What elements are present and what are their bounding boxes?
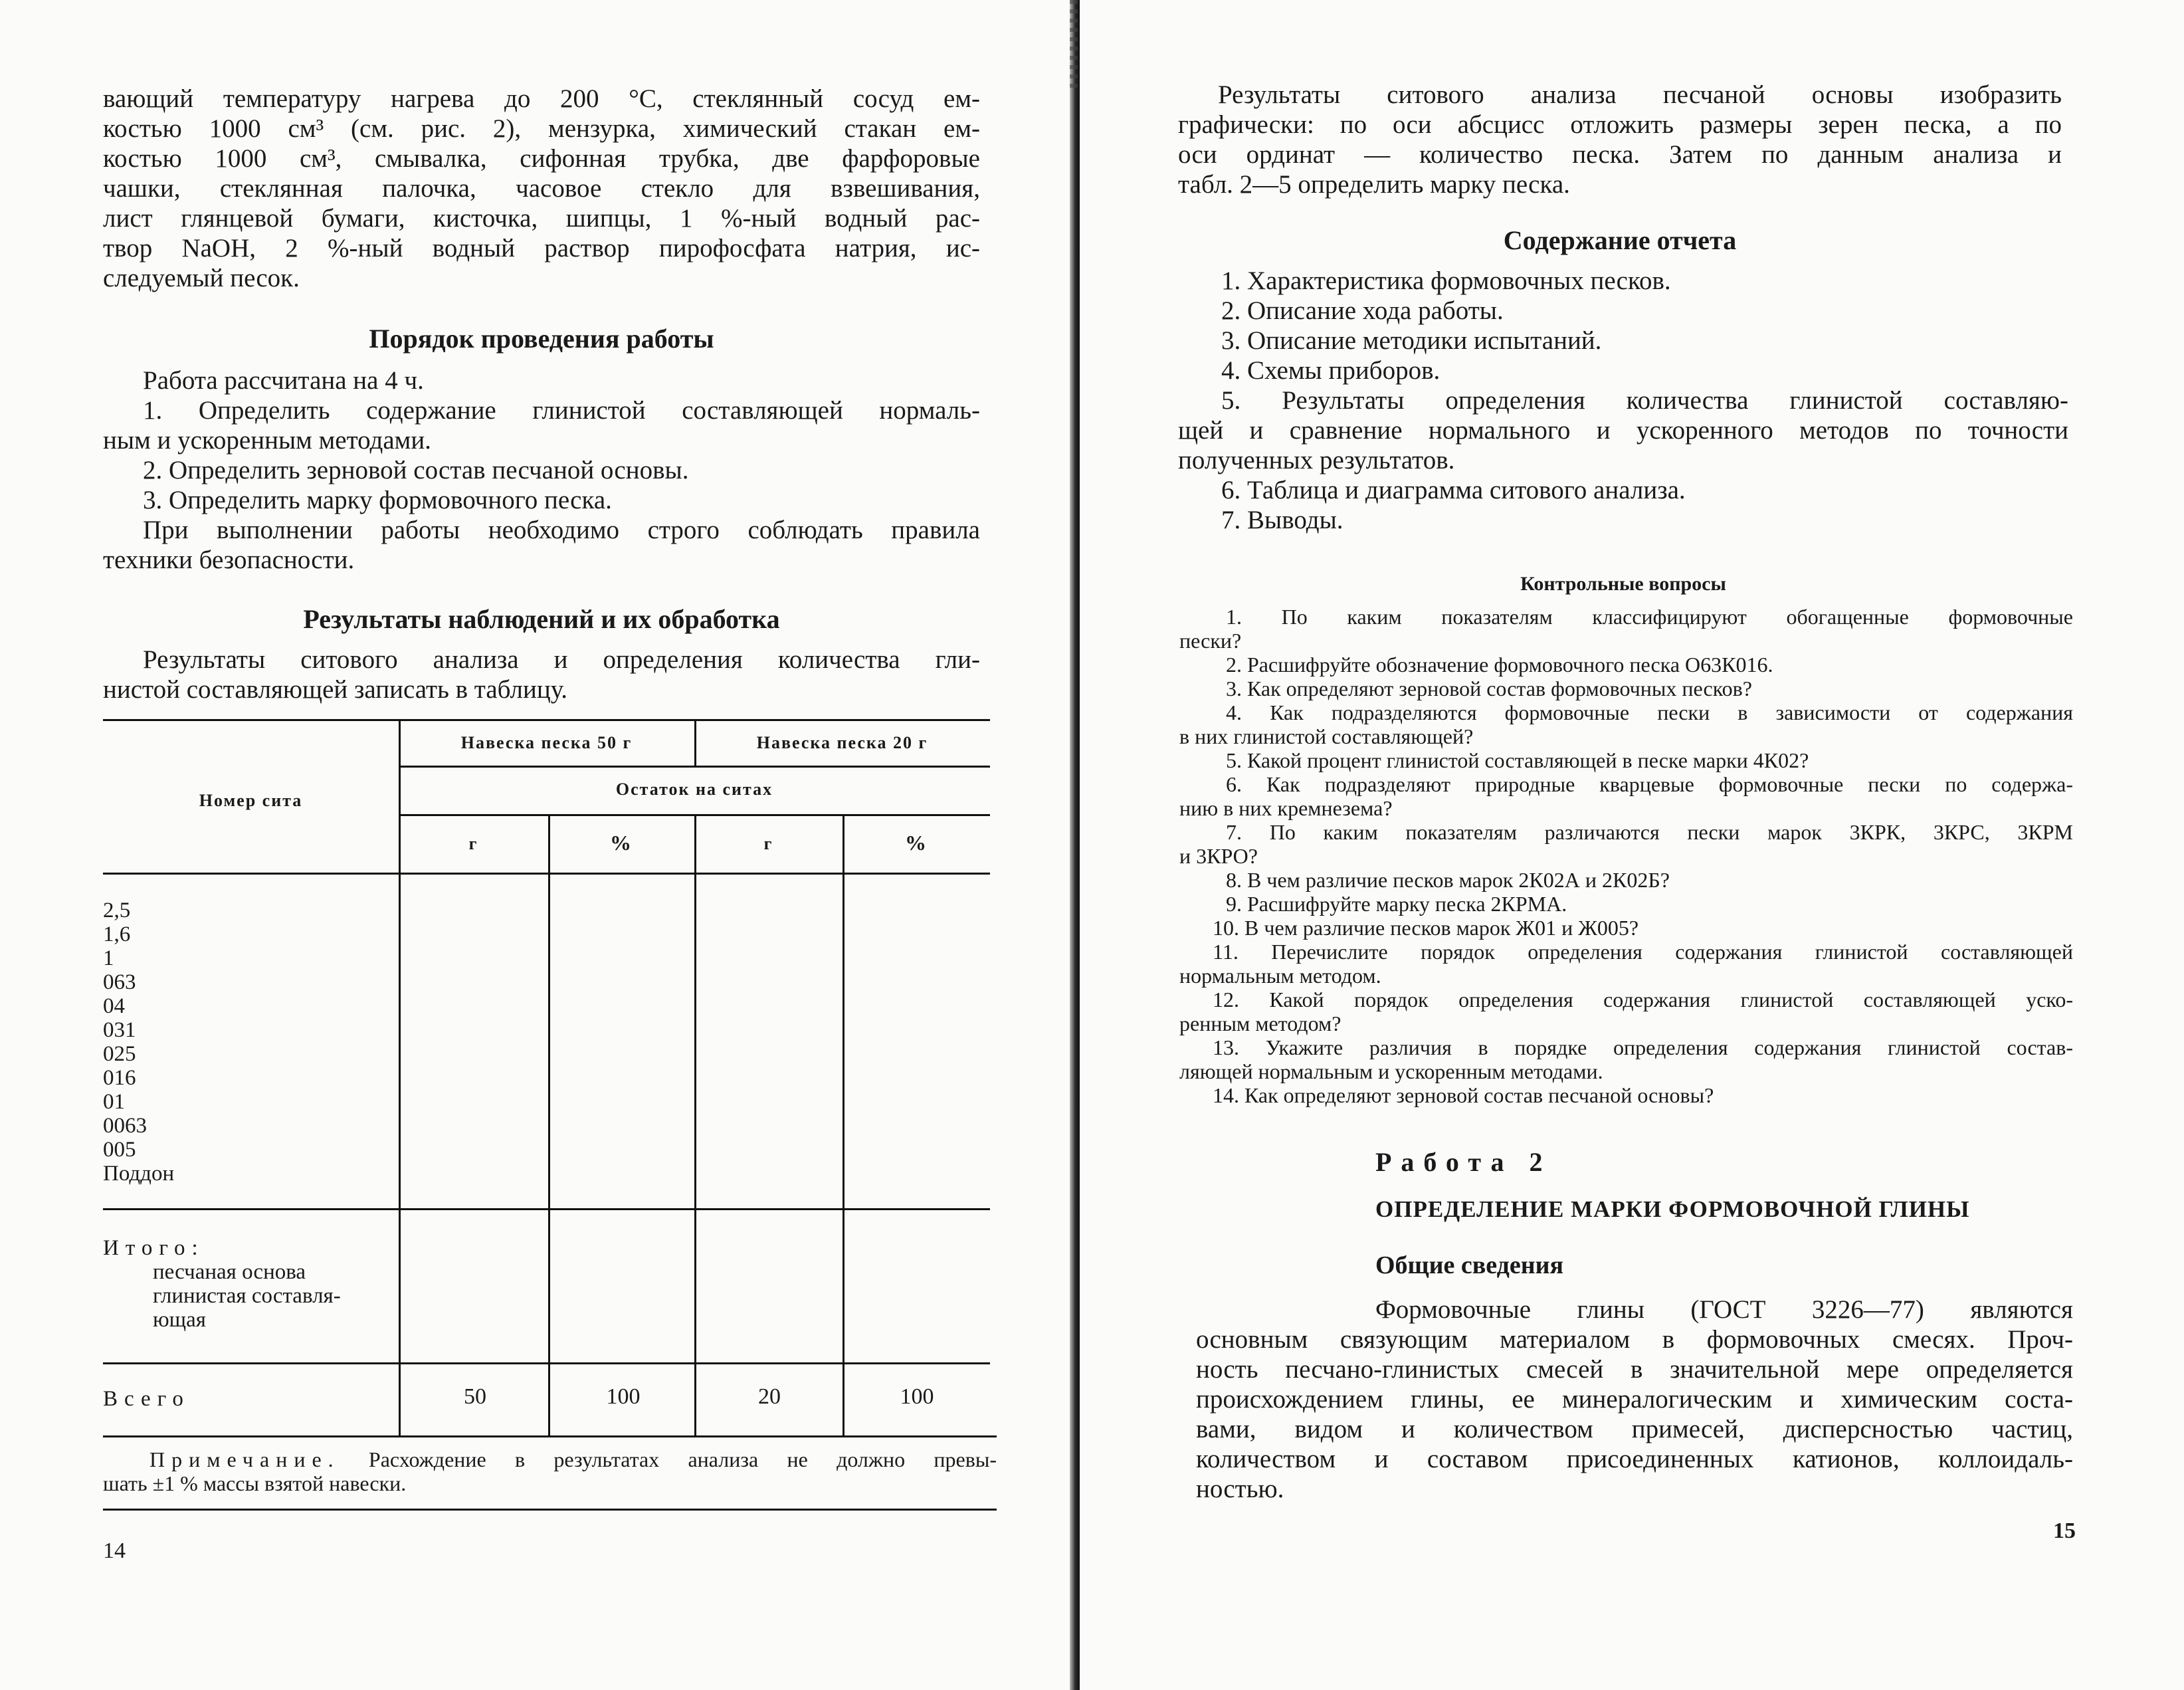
- list-item: 6. Таблица и диаграмма ситового анализа.: [1221, 476, 1686, 504]
- text-line: твор NaOH, 2 %-ный водный раствор пирофосфата натрия, ис-: [103, 234, 980, 263]
- question-line: 9. Расшифруйте марку песка 2КРМА.: [1226, 892, 1567, 916]
- question-line: 8. В чем различие песков марок 2К02А и 2К02Б?: [1226, 868, 1670, 892]
- note-text: Расхождение в результатах анализа не должно превы-: [340, 1447, 997, 1471]
- table-rule: [399, 766, 990, 768]
- page-number: 15: [2053, 1519, 2076, 1543]
- table-rule: [103, 1509, 997, 1511]
- text-line: вами, видом и количеством примесей, дисперсностью частиц,: [1196, 1415, 2073, 1443]
- question-line: 3. Как определяют зерновой состав формовочных песков?: [1226, 677, 1752, 700]
- table-rule: [399, 719, 401, 1435]
- text-line: ным и ускоренным методами.: [103, 426, 431, 455]
- section-heading: Контрольные вопросы: [1520, 573, 1726, 595]
- text-line: основным связующим материалом в формовочных смесях. Проч-: [1196, 1325, 2073, 1354]
- section-heading: Общие сведения: [1375, 1251, 1564, 1279]
- text-line: оси ординат — количество песка. Затем по данным анализа и: [1178, 140, 2062, 169]
- table-rule: [103, 719, 990, 721]
- text-line: костью 1000 см³, смывалка, сифонная трубка, две фарфоровые: [103, 144, 980, 173]
- unit-g: г: [468, 834, 478, 853]
- text-line: Результаты ситового анализа и определения количества гли-: [143, 645, 980, 674]
- table-rule: [103, 1362, 990, 1364]
- total-label: Итого:: [103, 1236, 205, 1260]
- sieve-number: 063: [103, 970, 136, 994]
- col-header-sieve: Номер сита: [199, 791, 303, 810]
- list-item: 7. Выводы.: [1221, 506, 1343, 534]
- question-line: ляющей нормальным и ускоренным методами.: [1179, 1059, 1603, 1083]
- question-line: 6. Как подразделяют природные кварцевые формовочные пески по содержа-: [1226, 772, 2073, 796]
- table-rule: [103, 873, 990, 875]
- sieve-number: 1: [103, 946, 114, 970]
- sieve-number: 01: [103, 1090, 125, 1114]
- sieve-list: [103, 898, 395, 1186]
- book-gutter: [1070, 0, 1080, 1690]
- total-value: 100: [606, 1384, 641, 1409]
- sieve-number: 031: [103, 1018, 136, 1042]
- report-list: [1178, 266, 2068, 535]
- list-item: 2. Описание хода работы.: [1221, 296, 1504, 325]
- general-paragraph: [1196, 1295, 2073, 1504]
- text-line: При выполнении работы необходимо строго соблюдать правила: [143, 516, 980, 544]
- page-number: 14: [103, 1538, 126, 1563]
- total-item: ющая: [153, 1308, 206, 1332]
- text-line: графически: по оси абсцисс отложить размеры зерен песка, а по: [1178, 110, 2062, 139]
- text-line: происхождением глины, ее минералогическим и химическим соста-: [1196, 1385, 2073, 1414]
- section-heading: Результаты наблюдений и их обработка: [303, 604, 780, 634]
- question-line: и 3КРО?: [1179, 844, 1258, 868]
- question-line: нию в них кремнезема?: [1179, 796, 1393, 820]
- total-item: песчаная основа: [153, 1260, 306, 1284]
- text-line: следуемый песок.: [103, 264, 300, 292]
- sieve-number: 016: [103, 1066, 136, 1090]
- text-line: 2. Определить зерновой состав песчаной основы.: [143, 456, 689, 484]
- text-line: Результаты ситового анализа песчаной основы изобразить: [1218, 80, 2062, 109]
- note-text: шать ±1 % массы взятой навески.: [103, 1471, 407, 1495]
- sieve-table: [0, 0, 1070, 1529]
- group-header-50: Навеска песка 50 г: [460, 733, 633, 752]
- table-rule: [694, 814, 696, 1435]
- questions-list: [1179, 605, 2073, 1107]
- question-line: нормальным методом.: [1179, 964, 1381, 988]
- text-line: 3. Определить марку формовочного песка.: [143, 486, 612, 514]
- list-item: щей и сравнение нормального и ускоренного методов по точности: [1178, 416, 2068, 445]
- text-line: нистой составляющей записать в таблицу.: [103, 675, 568, 704]
- list-item: 4. Схемы приборов.: [1221, 356, 1440, 385]
- sieve-number: 025: [103, 1042, 136, 1066]
- table-rule: [843, 814, 844, 1435]
- question-line: пески?: [1179, 629, 1242, 653]
- unit-pct: %: [905, 831, 928, 855]
- text-line: количеством и составом присоединенных катионов, коллоидаль-: [1196, 1445, 2073, 1473]
- question-line: 1. По каким показателям классифицируют обогащенные формовочные: [1226, 605, 2073, 629]
- right-page: [1080, 0, 2184, 1690]
- work-subtitle: ОПРЕДЕЛЕНИЕ МАРКИ ФОРМОВОЧНОЙ ГЛИНЫ: [1375, 1196, 1970, 1222]
- table-note: [103, 1447, 997, 1495]
- total-value: 100: [900, 1384, 934, 1409]
- text-line: ностью.: [1196, 1475, 1284, 1503]
- note-prefix: Примечание.: [149, 1447, 340, 1471]
- table-rule: [548, 814, 550, 1435]
- question-line: 14. Как определяют зерновой состав песчаной основы?: [1213, 1083, 1714, 1107]
- left-page: [0, 0, 1070, 1690]
- list-item: 1. Характеристика формовочных песков.: [1221, 266, 1671, 295]
- question-line: 13. Укажите различия в порядке определения содержания глинистой состав-: [1213, 1035, 2073, 1059]
- question-line: 10. В чем различие песков марок Ж01 и Ж005?: [1213, 916, 1639, 940]
- text-line: лист глянцевой бумаги, кисточка, шипцы, 1 %-ный водный рас-: [103, 204, 980, 233]
- question-line: 4. Как подразделяются формовочные пески в зависимости от содержания: [1226, 700, 2073, 724]
- unit-pct: %: [610, 831, 633, 855]
- list-item: полученных результатов.: [1178, 446, 1455, 475]
- grand-total-label: Всего: [103, 1387, 190, 1411]
- text-line: костью 1000 см³ (см. рис. 2), мензурка, химический стакан ем-: [103, 114, 980, 143]
- text-line: ность песчано-глинистых смесей в значительной мере определяется: [1196, 1355, 2073, 1384]
- question-line: 12. Какой порядок определения содержания глинистой составляющей уско-: [1213, 988, 2073, 1011]
- text-line: табл. 2—5 определить марку песка.: [1178, 170, 1570, 199]
- text-line: Формовочные глины (ГОСТ 3226—77) являются: [1375, 1295, 2073, 1324]
- question-line: в них глинистой составляющей?: [1179, 724, 1474, 748]
- list-item: 5. Результаты определения количества глинистой составляю-: [1221, 386, 2068, 415]
- sieve-number: Поддон: [103, 1162, 175, 1186]
- question-line: 11. Перечислите порядок определения содержания глинистой составляющей: [1213, 940, 2073, 964]
- list-item: 3. Описание методики испытаний.: [1221, 326, 1602, 355]
- question-line: ренным методом?: [1179, 1011, 1341, 1035]
- table-rule: [103, 1208, 990, 1210]
- sieve-number: 1,6: [103, 922, 131, 946]
- question-line: 7. По каким показателям различаются пески марок 3КРК, 3КРС, 3КРМ: [1226, 820, 2073, 844]
- work-title: Работа 2: [1375, 1147, 1552, 1177]
- section-heading: Порядок проведения работы: [369, 324, 714, 354]
- question-line: 5. Какой процент глинистой составляющей в песке марки 4К02?: [1226, 748, 1809, 772]
- text-line: 1. Определить содержание глинистой составляющей нормаль-: [143, 396, 980, 425]
- table-rule: [103, 1435, 997, 1437]
- total-value: 20: [758, 1384, 781, 1409]
- text-line: вающий температуру нагрева до 200 °С, стеклянный сосуд ем-: [103, 84, 980, 113]
- sieve-number: 04: [103, 994, 125, 1018]
- text-line: Работа рассчитана на 4 ч.: [143, 366, 424, 395]
- total-value: 50: [464, 1384, 486, 1409]
- question-line: 2. Расшифруйте обозначение формовочного песка О63К016.: [1226, 653, 1773, 677]
- total-block: [103, 1236, 395, 1332]
- section-heading: Содержание отчета: [1503, 225, 1737, 255]
- sieve-number: 005: [103, 1138, 136, 1162]
- sieve-number: 2,5: [103, 898, 131, 922]
- text-line: техники безопасности.: [103, 546, 355, 574]
- sieve-number: 0063: [103, 1114, 147, 1138]
- text-line: чашки, стеклянная палочка, часовое стекло для взвешивания,: [103, 174, 980, 203]
- intro-paragraph: [1178, 80, 2062, 199]
- residue-header: Остаток на ситах: [615, 780, 773, 799]
- group-header-20: Навеска песка 20 г: [756, 733, 928, 752]
- total-item: глинистая составля-: [153, 1284, 341, 1308]
- unit-g: г: [763, 834, 773, 853]
